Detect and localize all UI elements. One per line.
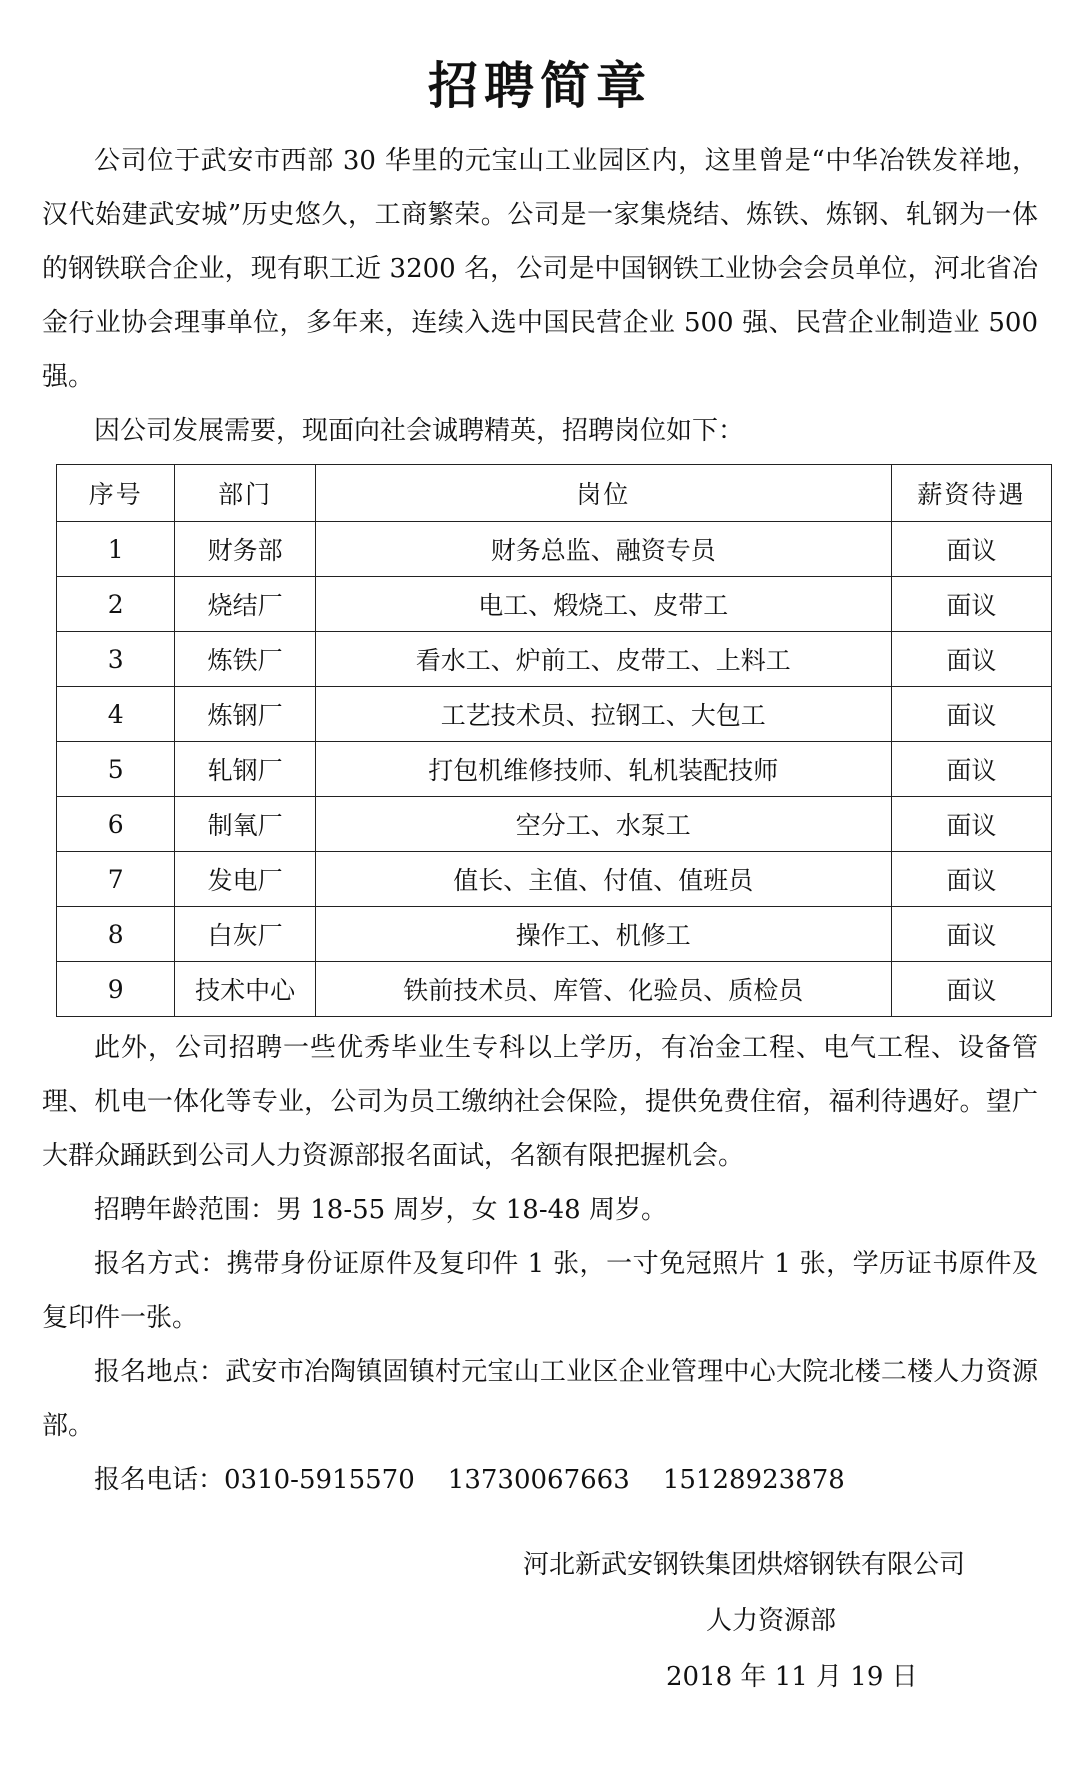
row-sequence: 9 xyxy=(57,962,175,1017)
row-salary: 面议 xyxy=(891,522,1051,577)
row-position: 工艺技术员、拉钢工、大包工 xyxy=(315,687,891,742)
table-row xyxy=(57,852,1052,907)
row-sequence: 8 xyxy=(57,907,175,962)
row-department: 技术中心 xyxy=(175,962,315,1017)
header-position: 岗位 xyxy=(315,465,891,522)
signature-company: 河北新武安钢铁集团烘熔钢铁有限公司 xyxy=(523,1550,966,1580)
company-introduction: 公司位于武安市西部 30 华里的元宝山工业园区内，这里曾是“中华冶铁发祥地，汉代始建武安城”历史悠久，工商繁荣。公司是一家集烧结、炼铁、炼钢、轧钢为一体的钢铁联合企业，现有职工近 3200 名，公司是中国钢铁工业协会会员单位，河北省冶金行业协会理事单位，多年来，连续入选中国民营企业 500 强、民营企业制造业 500 强。 xyxy=(42,146,1038,392)
row-department: 烧结厂 xyxy=(175,577,315,632)
row-position: 看水工、炉前工、皮带工、上料工 xyxy=(315,632,891,687)
table-row xyxy=(57,797,1052,852)
row-salary: 面议 xyxy=(891,797,1051,852)
row-sequence: 4 xyxy=(57,687,175,742)
row-salary: 面议 xyxy=(891,632,1051,687)
row-position: 打包机维修技师、轧机装配技师 xyxy=(315,742,891,797)
application-location-info: 报名地点：武安市冶陶镇固镇村元宝山工业区企业管理中心大院北楼二楼人力资源部。 xyxy=(42,1357,1038,1441)
row-position: 值长、主值、付值、值班员 xyxy=(315,852,891,907)
table-row xyxy=(57,522,1052,577)
header-department: 部门 xyxy=(175,465,315,522)
row-sequence: 1 xyxy=(57,522,175,577)
row-sequence: 2 xyxy=(57,577,175,632)
row-position: 空分工、水泵工 xyxy=(315,797,891,852)
application-phone-info: 报名电话：0310-5915570 13730067663 15128923878 xyxy=(94,1465,845,1495)
row-sequence: 7 xyxy=(57,852,175,907)
row-position: 财务总监、融资专员 xyxy=(315,522,891,577)
header-sequence: 序号 xyxy=(57,465,175,522)
row-department: 轧钢厂 xyxy=(175,742,315,797)
row-department: 炼铁厂 xyxy=(175,632,315,687)
row-department: 制氧厂 xyxy=(175,797,315,852)
row-sequence: 3 xyxy=(57,632,175,687)
table-row xyxy=(57,907,1052,962)
row-position: 操作工、机修工 xyxy=(315,907,891,962)
row-department: 炼钢厂 xyxy=(175,687,315,742)
application-method-info: 报名方式：携带身份证原件及复印件 1 张，一寸免冠照片 1 张，学历证书原件及复印件一张。 xyxy=(42,1249,1038,1333)
row-sequence: 6 xyxy=(57,797,175,852)
row-position: 铁前技术员、库管、化验员、质检员 xyxy=(315,962,891,1017)
row-position: 电工、煅烧工、皮带工 xyxy=(315,577,891,632)
row-salary: 面议 xyxy=(891,907,1051,962)
table-row xyxy=(57,962,1052,1017)
page-title: 招聘简章 xyxy=(428,57,652,115)
signature-date: 2018 年 11 月 19 日 xyxy=(666,1662,918,1692)
table-row xyxy=(57,742,1052,797)
row-salary: 面议 xyxy=(891,962,1051,1017)
row-department: 财务部 xyxy=(175,522,315,577)
row-salary: 面议 xyxy=(891,687,1051,742)
row-sequence: 5 xyxy=(57,742,175,797)
age-range-info: 招聘年龄范围：男 18-55 周岁，女 18-48 周岁。 xyxy=(94,1195,667,1225)
job-openings-table xyxy=(56,464,1052,1017)
recruitment-introduction: 因公司发展需要，现面向社会诚聘精英，招聘岗位如下： xyxy=(94,416,745,446)
table-row xyxy=(57,577,1052,632)
table-header-row xyxy=(57,465,1052,522)
table-row xyxy=(57,687,1052,742)
signature-department: 人力资源部 xyxy=(706,1606,837,1636)
header-salary: 薪资待遇 xyxy=(891,465,1051,522)
row-department: 发电厂 xyxy=(175,852,315,907)
graduate-recruitment-info: 此外，公司招聘一些优秀毕业生专科以上学历，有冶金工程、电气工程、设备管理、机电一体化等专业，公司为员工缴纳社会保险，提供免费住宿，福利待遇好。望广大群众踊跃到公司人力资源部报名面试，名额有限把握机会。 xyxy=(42,1033,1038,1171)
row-salary: 面议 xyxy=(891,852,1051,907)
row-salary: 面议 xyxy=(891,742,1051,797)
row-department: 白灰厂 xyxy=(175,907,315,962)
table-row xyxy=(57,632,1052,687)
row-salary: 面议 xyxy=(891,577,1051,632)
